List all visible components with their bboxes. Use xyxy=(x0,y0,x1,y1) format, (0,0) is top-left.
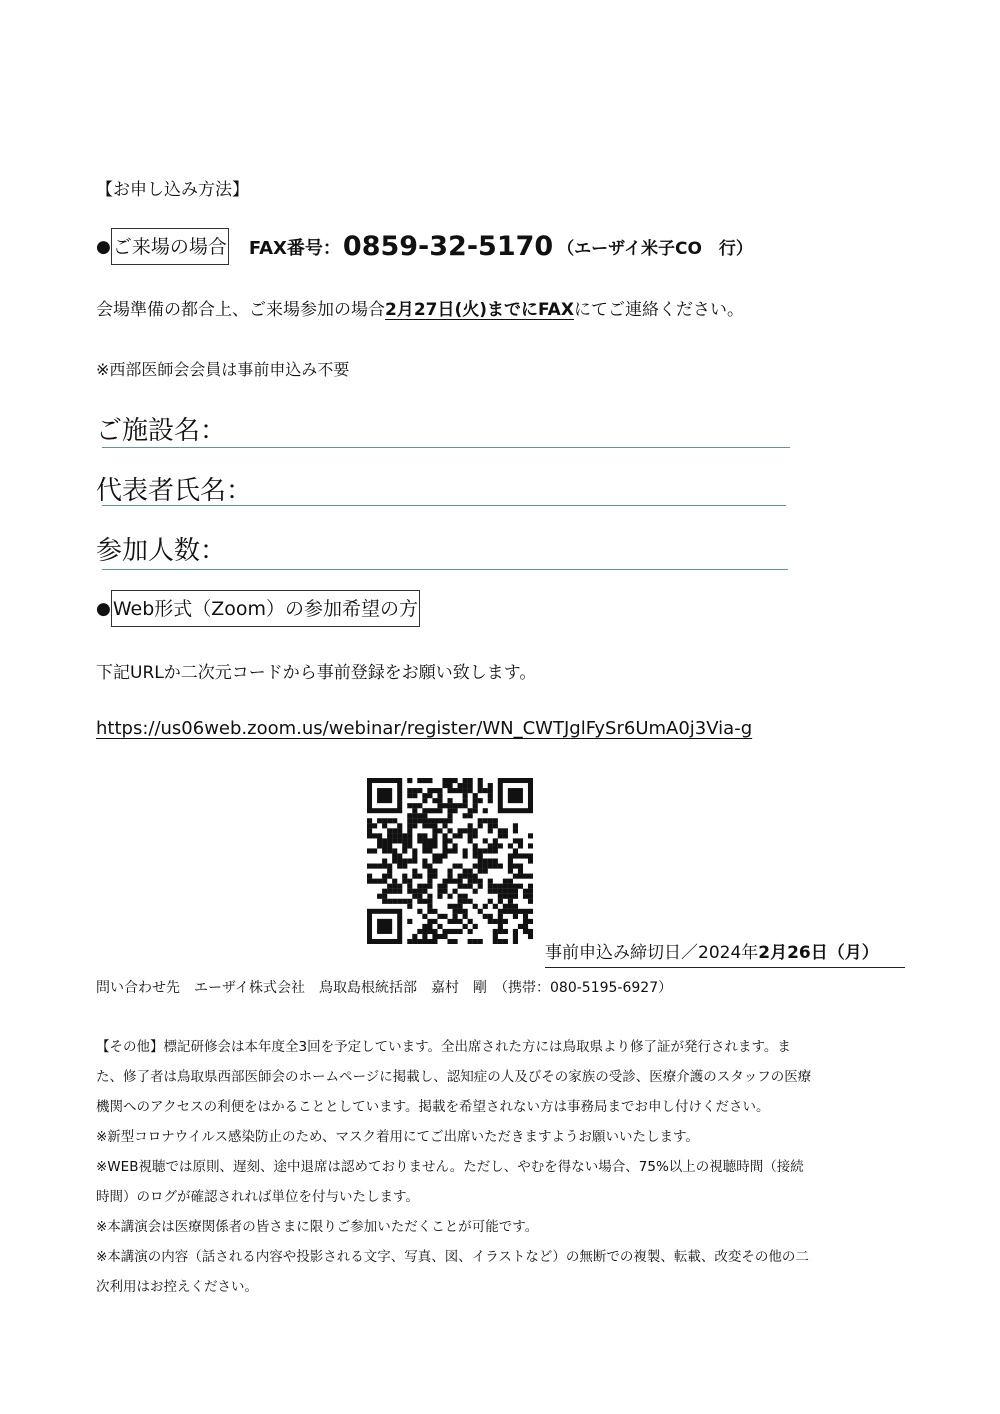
note-line: ※本講演の内容（話される内容や投影される文字、写真、図、イラストなど）の無断での複製、転載、改変その他の二 xyxy=(96,1249,809,1265)
note-line: ※本講演会は医療関係者の皆さまに限りご参加いただくことが可能です。 xyxy=(96,1219,539,1235)
notice-deadline: 2月27日(火)までにFAX xyxy=(385,300,574,320)
notice-pre: 会場準備の都合上、ご来場参加の場合 xyxy=(96,300,385,320)
venue-row xyxy=(96,228,753,265)
participant-count-line[interactable] xyxy=(102,569,788,570)
qr-code-graphic xyxy=(367,778,533,944)
note-line: ※WEB視聴では原則、遅刻、途中退席は認めておりません。ただし、やむを得ない場合、75%以上の視聴時間（接続 xyxy=(96,1159,804,1175)
web-row xyxy=(96,590,420,627)
fax-number: 0859-32-5170 xyxy=(342,231,554,262)
participant-count-label: 参加人数： xyxy=(96,536,227,566)
deadline-date: 2月26日（月） xyxy=(758,943,879,963)
deadline-year: 2024年 xyxy=(698,943,759,963)
note-line: 機関へのアクセスの利便をはかることとしています。掲載を希望されない方は事務局までお申し付けください。 xyxy=(96,1099,770,1115)
fax-addressee: （エーザイ米子CO 行） xyxy=(557,239,753,259)
member-note: ※西部医師会会員は事前申込み不要 xyxy=(96,360,350,379)
note-line: 【その他】標記研修会は本年度全3回を予定しています。全出席された方には鳥取県より修了証が発行されます。ま xyxy=(96,1039,791,1055)
web-instruction: 下記URLか二次元コードから事前登録をお願い致します。 xyxy=(96,663,537,683)
web-label: Web形式（Zoom）の参加希望の方 xyxy=(111,590,420,627)
venue-notice xyxy=(96,295,744,320)
web-bullet: ● xyxy=(96,598,111,619)
representative-name-line[interactable] xyxy=(102,505,786,506)
representative-name-label: 代表者氏名： xyxy=(96,476,253,506)
venue-label: ご来場の場合 xyxy=(111,228,229,265)
deadline-prefix: 事前申込み締切日／ xyxy=(545,943,698,963)
note-line: 次利用はお控えください。 xyxy=(96,1279,258,1295)
registration-url-link[interactable]: https://us06web.zoom.us/webinar/register/WN_CWTJglFySr6UmA0j3Via-g xyxy=(96,718,753,739)
note-line: た、修了者は鳥取県西部医師会のホームページに掲載し、認知症の人及びその家族の受診、医療介護のスタッフの医療 xyxy=(96,1069,812,1085)
deadline xyxy=(545,938,905,968)
venue-bullet: ● xyxy=(96,236,111,257)
facility-name-line[interactable] xyxy=(102,447,790,448)
fax-label: FAX番号： xyxy=(248,237,341,259)
note-line: 時間）のログが確認されれば単位を付与いたします。 xyxy=(96,1189,419,1205)
qr-code[interactable] xyxy=(367,778,533,944)
contact-info: 問い合わせ先 エーザイ株式会社 鳥取島根統括部 嘉村 剛 （携帯：080-5195-6927） xyxy=(96,980,673,996)
facility-name-label: ご施設名： xyxy=(96,416,227,446)
notice-post: にてご連絡ください。 xyxy=(573,300,744,320)
section-title: 【お申し込み方法】 xyxy=(96,180,249,200)
note-line: ※新型コロナウイルス感染防止のため、マスク着用にてご出席いただきますようお願いいたします。 xyxy=(96,1129,699,1145)
other-notes xyxy=(96,1032,906,1302)
